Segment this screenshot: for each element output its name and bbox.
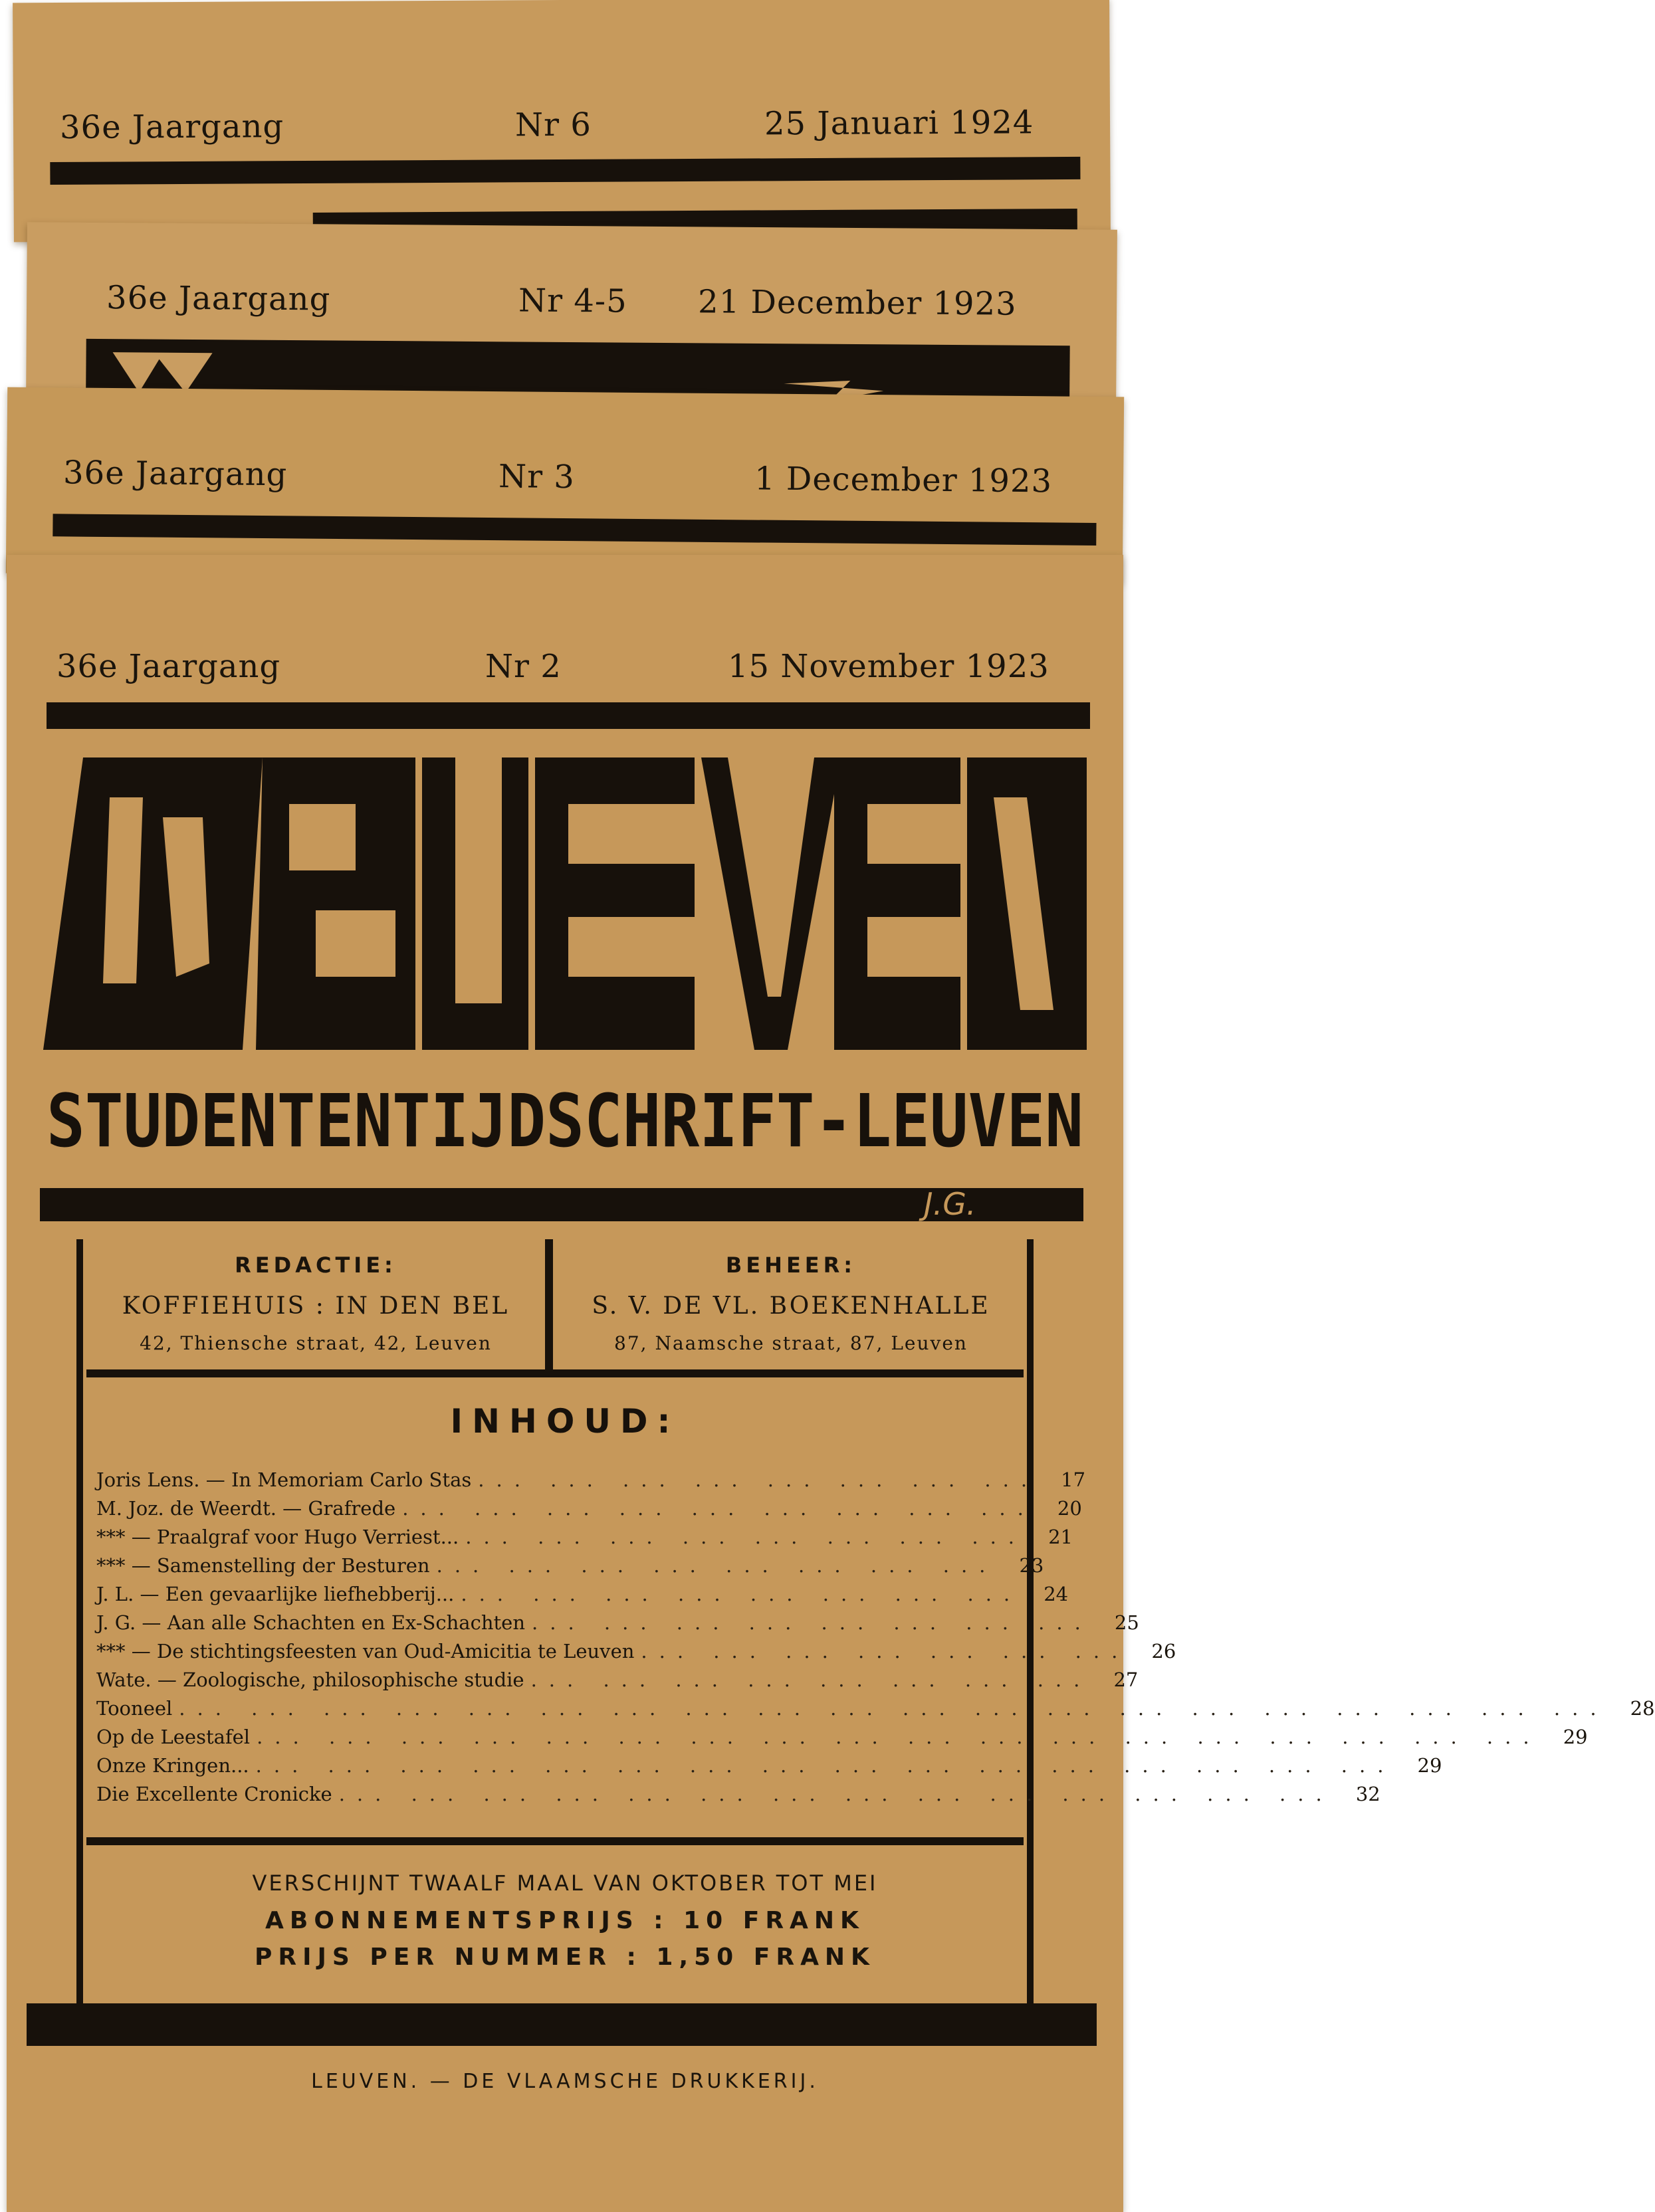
publication-schedule: VERSCHIJNT TWAALF MAAL VAN OKTOBER TOT MEI xyxy=(252,1870,878,1896)
toc-page: 26 xyxy=(1151,1640,1176,1662)
toc-entry: *** — Praalgraf voor Hugo Verriest... ... ... ... ... ... ... ... ... 21 xyxy=(96,1526,1073,1548)
issue-price: PRIJS PER NUMMER : 1,50 FRANK xyxy=(255,1944,875,1971)
toc-page: 17 xyxy=(1061,1468,1086,1491)
subtitle-art xyxy=(40,1078,1090,1163)
toc-page: 23 xyxy=(1019,1554,1044,1577)
toc-entry: Joris Lens. — In Memoriam Carlo Stas ... ... ... ... ... ... ... ... 17 xyxy=(96,1468,1086,1491)
redactie-venue: KOFFIEHUIS : IN DEN BEL xyxy=(122,1292,510,1320)
header-rule xyxy=(50,157,1080,185)
artist-signature: J.G. xyxy=(924,1186,976,1222)
issue-number: Nr 4-5 xyxy=(518,282,627,320)
bottom-rule xyxy=(27,2003,1097,2046)
issue-header xyxy=(13,104,1110,146)
issue-date: 21 December 1923 xyxy=(697,283,1017,323)
toc-entry: J. L. — Een gevaarlijke liefhebberij... ... ... ... ... ... ... ... ... 24 xyxy=(96,1583,1069,1605)
toc-entry: Tooneel ... ... ... ... ... ... ... ... ... ... ... ... ... ... ... ... ... ... ... ... 28 xyxy=(96,1697,1655,1720)
toc-entry: Op de Leestafel ... ... ... ... ... ... ... ... ... ... ... ... ... ... ... ... ... ... 29 xyxy=(96,1726,1588,1748)
issue-number: Nr 3 xyxy=(498,458,576,496)
header-rule xyxy=(53,514,1096,546)
toc-title: J. L. — Een gevaarlijke liefhebberij... xyxy=(96,1583,455,1605)
toc-title: M. Joz. de Weerdt. — Grafrede xyxy=(96,1497,396,1520)
beheer-label: BEHEER: xyxy=(725,1253,857,1278)
toc-page: 21 xyxy=(1048,1526,1073,1548)
toc-entry: Die Excellente Cronicke ... ... ... ... ... ... ... ... ... ... ... ... ... ... 32 xyxy=(96,1783,1380,1805)
toc-entry: J. G. — Aan alle Schachten en Ex-Schachten ... ... ... ... ... ... ... ... 25 xyxy=(96,1611,1139,1634)
masthead-title-art xyxy=(43,757,1087,1050)
toc-title: Op de Leestafel xyxy=(96,1726,251,1748)
toc-title: *** — Praalgraf voor Hugo Verriest... xyxy=(96,1526,459,1548)
jaargang-label: 36e Jaargang xyxy=(106,279,331,318)
header-rule xyxy=(47,702,1090,729)
toc-title: Onze Kringen... xyxy=(96,1754,249,1777)
table-of-contents xyxy=(96,1468,1655,1811)
toc-title: Wate. — Zoologische, philosophische studie xyxy=(96,1668,524,1691)
jaargang-label: 36e Jaargang xyxy=(59,108,284,146)
toc-page: 32 xyxy=(1355,1783,1380,1805)
jaargang-label: 36e Jaargang xyxy=(62,454,288,494)
issue-date: 15 November 1923 xyxy=(728,648,1049,685)
toc-page: 29 xyxy=(1563,1726,1588,1748)
box-mid-rule xyxy=(86,1369,1024,1377)
issue-date: 1 December 1923 xyxy=(754,460,1053,500)
subscription-price: ABONNEMENTSPRIJS : 10 FRANK xyxy=(265,1907,865,1934)
toc-entry: *** — De stichtingsfeesten van Oud-Amicitia te Leuven ... ... ... ... ... ... ... 26 xyxy=(96,1640,1176,1662)
toc-title: J. G. — Aan alle Schachten en Ex-Schachten xyxy=(96,1611,526,1634)
toc-entry: Onze Kringen... ... ... ... ... ... ... ... ... ... ... ... ... ... ... ... ... 29 xyxy=(96,1754,1442,1777)
toc-title: Joris Lens. — In Memoriam Carlo Stas xyxy=(96,1468,472,1491)
toc-page: 24 xyxy=(1044,1583,1069,1605)
issue-number: Nr 2 xyxy=(485,648,562,685)
toc-entry: *** — Samenstelling der Besturen ... ... ... ... ... ... ... ... 23 xyxy=(96,1554,1044,1577)
toc-entry: Wate. — Zoologische, philosophische studie ... ... ... ... ... ... ... ... 27 xyxy=(96,1668,1139,1691)
toc-page: 20 xyxy=(1057,1497,1082,1520)
box-lower-rule xyxy=(86,1837,1024,1845)
issue-date: 25 Januari 1924 xyxy=(764,104,1034,143)
issue-number: Nr 6 xyxy=(514,106,592,144)
box-center-rule xyxy=(545,1239,553,1372)
toc-page: 28 xyxy=(1630,1697,1655,1720)
jaargang-label: 36e Jaargang xyxy=(56,648,281,685)
toc-title: Tooneel xyxy=(96,1697,173,1720)
contents-heading: INHOUD: xyxy=(450,1402,680,1441)
toc-title: *** — Samenstelling der Besturen xyxy=(96,1554,430,1577)
beheer-venue: S. V. DE VL. BOEKENHALLE xyxy=(592,1292,990,1320)
printer-imprint: LEUVEN. — DE VLAAMSCHE DRUKKERIJ. xyxy=(311,2070,819,2093)
issue-cover-3 xyxy=(6,387,1124,583)
redactie-label: REDACTIE: xyxy=(235,1253,397,1278)
subtitle-text: STUDENTENTIJDSCHRIFT-LEUVEN xyxy=(47,1078,1083,1163)
toc-page: 25 xyxy=(1114,1611,1139,1634)
beheer-address: 87, Naamsche straat, 87, Leuven xyxy=(614,1332,968,1354)
issue-cover-6 xyxy=(13,0,1111,242)
issue-header xyxy=(7,454,1123,500)
toc-page: 29 xyxy=(1417,1754,1442,1777)
issue-header xyxy=(27,278,1117,323)
toc-page: 27 xyxy=(1113,1668,1139,1691)
issue-cover-2 xyxy=(7,555,1655,2212)
toc-title: *** — De stichtingsfeesten van Oud-Amicitia te Leuven xyxy=(96,1640,635,1662)
issue-cover-4-5 xyxy=(26,222,1117,409)
toc-title: Die Excellente Cronicke xyxy=(96,1783,332,1805)
redactie-address: 42, Thiensche straat, 42, Leuven xyxy=(140,1332,492,1354)
toc-entry: M. Joz. de Weerdt. — Grafrede ... ... ... ... ... ... ... ... ... 20 xyxy=(96,1497,1082,1520)
